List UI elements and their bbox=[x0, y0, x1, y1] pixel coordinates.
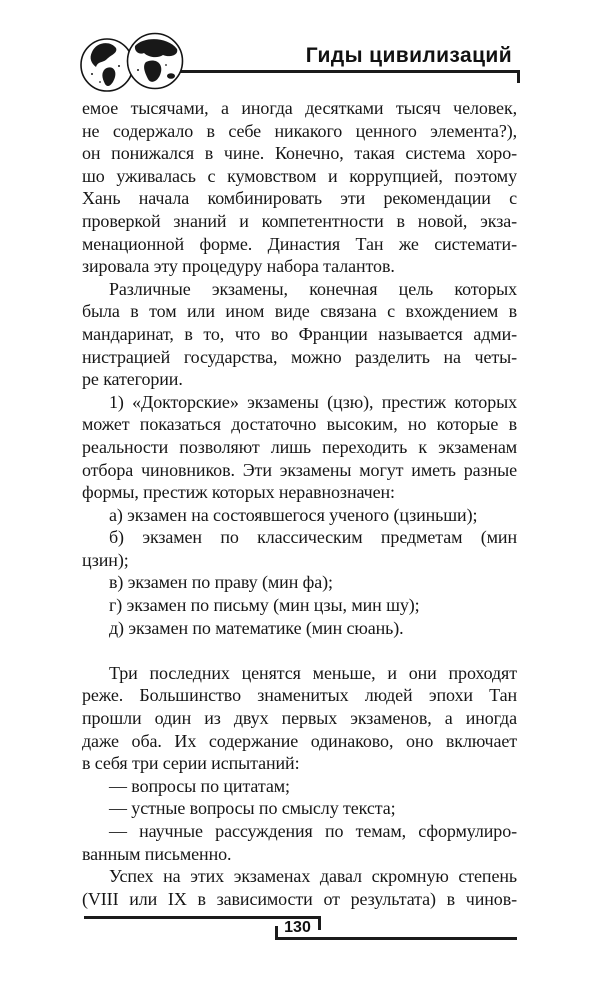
text-block bbox=[82, 97, 517, 910]
header-rule-tick bbox=[517, 70, 520, 83]
text-line: Три последних ценятся меньше, и они проходят bbox=[109, 662, 517, 683]
text-line: прошли один из двух первых экзаменов, а иногда bbox=[82, 708, 517, 729]
list-item: г) экзамен по письму (мин цзы, мин шу); bbox=[109, 595, 420, 616]
text-line: может показаться достаточно высоким, но которые в bbox=[82, 414, 517, 435]
text-line: нистрацией государства, можно разделить на четы- bbox=[82, 346, 517, 367]
page-number: 130 bbox=[284, 919, 311, 936]
text-line: не содержало в себе никакого ценного элемента?), bbox=[82, 120, 517, 141]
twin-globes-icon bbox=[78, 32, 190, 96]
list-item: — устные вопросы по смыслу текста; bbox=[109, 798, 396, 819]
list-item: д) экзамен по математике (мин сюань). bbox=[109, 617, 404, 638]
list-item: в) экзамен по праву (мин фа); bbox=[109, 572, 333, 593]
text-line: 1) «Докторские» экзамены (цзю), престиж которых bbox=[109, 391, 517, 412]
page-title: Гиды цивилизаций bbox=[305, 44, 512, 67]
list-item: б) экзамен по классическим предметам (мин bbox=[109, 527, 517, 548]
text-line: шо уживалась с кумовством и коррупцией, поэтому bbox=[82, 165, 517, 186]
list-item: — вопросы по цитатам; bbox=[109, 775, 290, 796]
list-item: а) экзамен на состоявшегося ученого (цзиньши); bbox=[109, 504, 478, 525]
text-line: Хань начала комбинировать эти рекомендации с bbox=[82, 188, 517, 209]
text-line: менационной форме. Династия Тан же системати- bbox=[82, 233, 517, 254]
text-line: формы, престиж которых неравнозначен: bbox=[82, 482, 395, 503]
text-line: (VIII или IX в зависимости от результата) в чинов- bbox=[82, 888, 517, 909]
list-item: — научные рассуждения по темам, сформулиро- bbox=[109, 821, 517, 841]
list-item: ванным письменно. bbox=[82, 843, 232, 864]
text-line: ре категории. bbox=[82, 369, 183, 390]
text-line: он понижался в чине. Конечно, такая система хоро- bbox=[82, 143, 517, 164]
footer-rule-bottom bbox=[275, 937, 517, 940]
list-item: цзин); bbox=[82, 549, 129, 570]
text-line: реальности позволяют лишь переходить к экзаменам bbox=[82, 436, 517, 457]
footer-tick-right bbox=[318, 916, 321, 930]
text-line: в себя три серии испытаний: bbox=[82, 753, 300, 774]
text-line: зировала эту процедуру набора талантов. bbox=[82, 256, 395, 277]
text-line: отбора чиновников. Эти экзамены могут иметь разные bbox=[82, 459, 517, 480]
text-line: мандаринат, в то, что во Франции называется адми- bbox=[82, 323, 517, 344]
text-line: была в том или ином виде связана с вхождением в bbox=[82, 301, 517, 322]
text-line: Успех на этих экзаменах давал скромную степень bbox=[109, 866, 517, 887]
header-rule bbox=[168, 70, 520, 73]
text-line: даже оба. Их содержание одинаково, оно включает bbox=[82, 730, 517, 751]
text-line: Различные экзамены, конечная цель которых bbox=[109, 278, 517, 299]
text-line: реже. Большинство знаменитых людей эпохи Тан bbox=[82, 685, 517, 706]
text-line: емое тысячами, а иногда десятками тысяч человек, bbox=[82, 98, 517, 118]
text-line: проверкой знаний и компетентности в новой, экза- bbox=[82, 210, 517, 231]
